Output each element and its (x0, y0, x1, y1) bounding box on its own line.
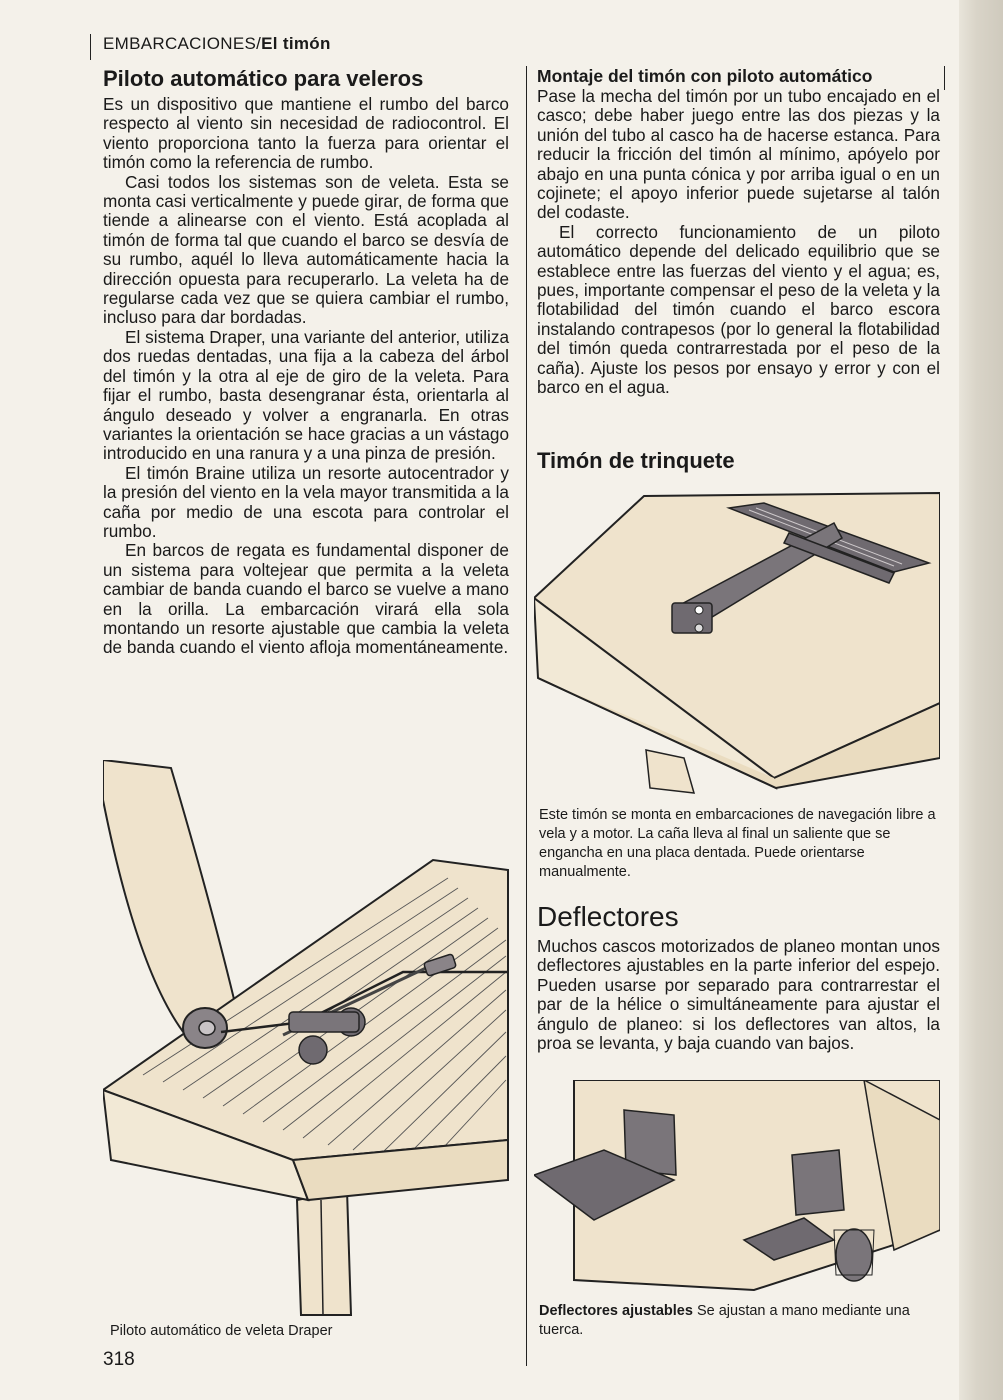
right-text (537, 87, 940, 398)
right-column (537, 66, 940, 398)
page-edge (959, 0, 1003, 1400)
paragraph: El timón Braine utiliza un resorte autocentrador y la presión del viento en la vela mayor transmitida a la caña por medio de una escota para controlar el rumbo. (103, 462, 509, 541)
paragraph: Es un dispositivo que mantiene el rumbo del barco respecto al viento sin necesidad de radiocontrol. El viento proporciona tanto la fuerza para orientar el timón como la referencia de rumbo. (103, 94, 509, 173)
header-rule (90, 34, 91, 60)
heading-montaje: Montaje del timón con piloto automático (537, 66, 873, 86)
right-margin-rule (944, 66, 945, 90)
paragraph: El sistema Draper, una variante del anterior, utiliza dos ruedas dentadas, una fija a la cabeza del árbol del timón y la otra al eje de giro de la veleta. Para fijar el rumbo, basta desengranar ésta, orientarla al ángulo deseado y volver a engranarla. En otras variantes la orientación se hace gracias a un vástago introducido en una ranura y a una pinza de presión. (103, 326, 509, 464)
draper-illustration (103, 760, 523, 1320)
page-number: 318 (103, 1349, 135, 1370)
trinquete-illustration (534, 488, 940, 798)
paragraph: Casi todos los sistemas son de veleta. Esta se monta casi verticalmente y puede girar, de forma que tiende a alinearse con el viento. Está acoplada al timón de forma tal que cuando el barco se desvía de su rumbo, aquél lo lleva automáticamente hacia la dirección opuesta para recuperarlo. La veleta ha de regularse cada vez que se quiera cambiar el rumbo, incluso para dar bordadas. (103, 171, 509, 328)
paragraph: En barcos de regata es fundamental disponer de un sistema para voltejear que permita a la veleta cambiar de banda cuando el barco se vuelve a mano en la orilla. La embarcación virará ella sola montando un resorte ajustable que cambia la veleta de banda cuando el viento afloja momentáneamente. (103, 540, 509, 658)
left-text (103, 95, 509, 658)
trinquete-section (537, 448, 940, 474)
deflectores-caption (539, 1302, 939, 1340)
heading-trinquete: Timón de trinquete (537, 448, 735, 473)
running-head (103, 34, 331, 54)
column-rule (526, 66, 527, 1366)
heading-piloto-automatico: Piloto automático para veleros (103, 66, 424, 91)
heading-deflectores: Deflectores (537, 901, 679, 932)
running-head-topic: El timón (261, 34, 331, 53)
paragraph: Muchos cascos motorizados de planeo montan unos deflectores ajustables en la parte inferior del espejo. Pueden usarse por separado para contrarrestar el par de la hélice o simultáneamente para ajustar el ángulo de planeo: si los deflectores van altos, la proa se levanta, y baja cuando van bajos. (537, 936, 940, 1054)
deflectores-illustration (534, 1080, 940, 1298)
left-column (103, 66, 509, 658)
deflectores-caption-title: Deflectores ajustables (539, 1303, 693, 1319)
paragraph: Pase la mecha del timón por un tubo encajado en el casco; debe haber juego entre las dos piezas y la unión del tubo al casco ha de hacerse estanca. Para reducir la fricción del timón al mínimo, apóyelo por abajo en una punta cónica y por arriba igual o en un cojinete; el apoyo inferior puede sujetarse al talón del codaste. (537, 86, 940, 223)
deflectores-caption-text: Se ajustan a mano mediante una tuerca. (539, 1303, 910, 1338)
deflectores-section (537, 900, 940, 1053)
running-head-section: EMBARCACIONES/ (103, 34, 262, 53)
draper-caption: Piloto automático de veleta Draper (110, 1323, 333, 1339)
paragraph: El correcto funcionamiento de un piloto automático depende del delicado equilibrio que se establece entre las fuerzas del viento y el agua; es, pues, importante compensar el peso de la veleta y la flotabilidad del timón cuando el barco escora instalando contrapesos (por lo general la flotabilidad del timón queda contrarrestada por el peso de la caña). Ajuste los pesos por ensayo y error y con el barco en el agua. (537, 221, 940, 398)
trinquete-caption: Este timón se monta en embarcaciones de navegación libre a vela y a motor. La caña lleva al final un saliente que se engancha en una placa dentada. Puede orientarse manualmente. (539, 807, 936, 880)
